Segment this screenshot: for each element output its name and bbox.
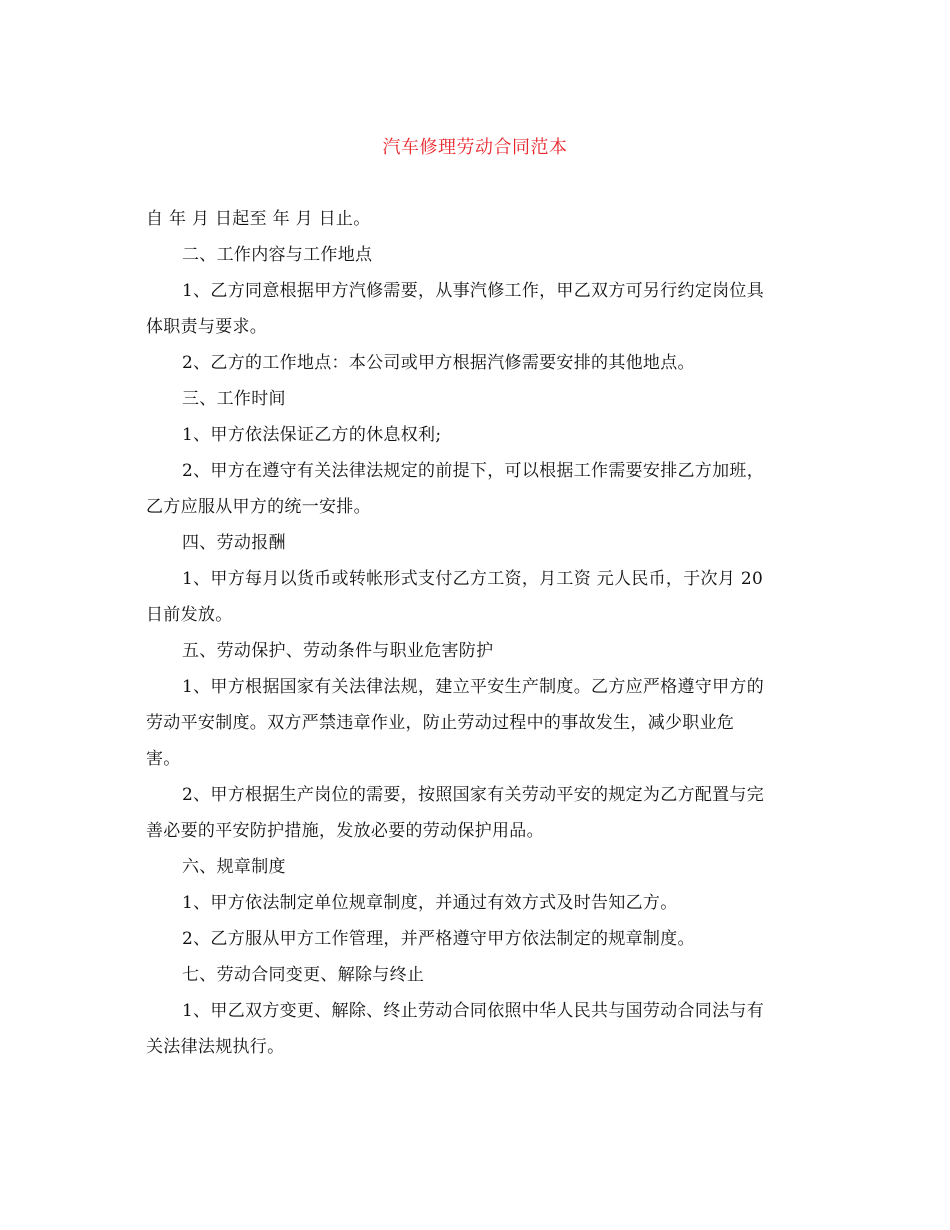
section-heading-6: 六、规章制度 xyxy=(182,857,286,877)
text-line-16: 害。 xyxy=(146,749,181,769)
text-line-23: 1、甲乙双方变更、解除、终止劳动合同依照中华人民共与国劳动合同法与有 xyxy=(182,1001,765,1021)
text-line-1: 自 年 月 日起至 年 月 日止。 xyxy=(146,209,371,229)
text-line-8: 2、甲方在遵守有关法律法规定的前提下，可以根据工作需要安排乙方加班， xyxy=(182,461,765,481)
section-heading-4: 四、劳动报酬 xyxy=(182,533,286,553)
section-heading-7: 七、劳动合同变更、解除与终止 xyxy=(182,965,425,985)
text-line-20: 1、甲方依法制定单位规章制度，并通过有效方式及时告知乙方。 xyxy=(182,893,678,913)
text-line-24: 关法律法规执行。 xyxy=(146,1037,285,1057)
text-line-12: 日前发放。 xyxy=(146,605,233,625)
text-line-5: 2、乙方的工作地点：本公司或甲方根据汽修需要安排的其他地点。 xyxy=(182,353,695,373)
section-heading-3: 三、工作时间 xyxy=(182,389,286,409)
text-line-15: 劳动平安制度。双方严禁违章作业，防止劳动过程中的事故发生，减少职业危 xyxy=(146,713,735,733)
text-line-4: 体职责与要求。 xyxy=(146,317,268,337)
section-heading-2: 二、工作内容与工作地点 xyxy=(182,245,373,265)
text-line-14: 1、甲方根据国家有关法律法规，建立平安生产制度。乙方应严格遵守甲方的 xyxy=(182,677,765,697)
text-line-7: 1、甲方依法保证乙方的休息权利; xyxy=(182,425,442,445)
text-line-11: 1、甲方每月以货币或转帐形式支付乙方工资，月工资 元人民币，于次月 20 xyxy=(182,569,764,589)
section-heading-5: 五、劳动保护、劳动条件与职业危害防护 xyxy=(182,641,494,661)
document-body xyxy=(146,201,814,1065)
text-line-21: 2、乙方服从甲方工作管理，并严格遵守甲方依法制定的规章制度。 xyxy=(182,929,695,949)
text-line-3: 1、乙方同意根据甲方汽修需要，从事汽修工作，甲乙双方可另行约定岗位具 xyxy=(182,281,765,301)
text-line-18: 善必要的平安防护措施，发放必要的劳动保护用品。 xyxy=(146,821,544,841)
document-title: 汽车修理劳动合同范本 xyxy=(382,137,568,158)
text-line-9: 乙方应服从甲方的统一安排。 xyxy=(146,497,371,517)
text-line-17: 2、甲方根据生产岗位的需要，按照国家有关劳动平安的规定为乙方配置与完 xyxy=(182,785,765,805)
